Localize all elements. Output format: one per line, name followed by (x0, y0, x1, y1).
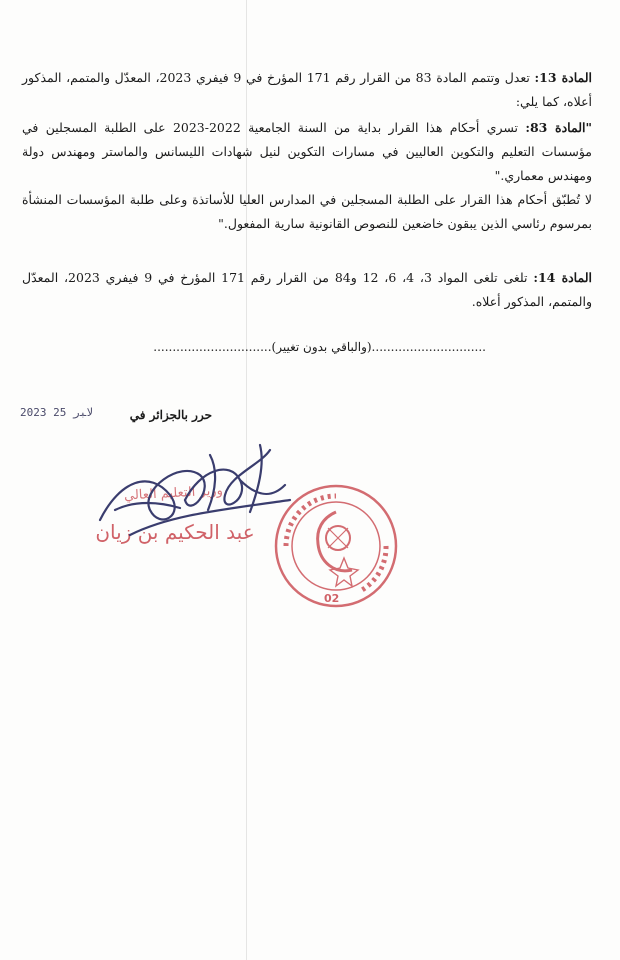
article-13-text: تعدل وتتمم المادة 83 من القرار رقم 171 المؤرخ في 9 فيفري 2023، المعدّل والمتمم، المذكور أعلاه، كما يلي: (22, 70, 592, 109)
article-83 (22, 116, 592, 236)
date-stamp: 2023 ﻻﺒﺭ 25 (20, 406, 93, 419)
article-14 (22, 266, 592, 314)
signing-place: حرر بالجزائر في (129, 408, 212, 422)
article-14-text: تلغى تلغى المواد 3، 4، 6، 12 و84 من القرار رقم 171 المؤرخ في 9 فيفري 2023، المعدّل والمتمم، المذكور أعلاه. (22, 270, 592, 309)
article-83-paragraph-2: لا تُطبّق أحكام هذا القرار على الطلبة المسجلين في المدارس العليا للأساتذة وعلى طلبة المؤسسات المنشأة بمرسوم رئاسي الذين يبقون خاضعين للنصوص القانونية سارية المفعول." (22, 192, 592, 231)
minister-title-stamp: وزير التعليم العالي (123, 483, 224, 504)
official-seal-stamp (272, 482, 400, 610)
signatory-name-stamp: عبد الحكيم بن زيان (95, 520, 255, 544)
article-14-label: المادة 14: (533, 270, 593, 285)
seal-number: 02 (324, 592, 340, 605)
remainder-unchanged-note: ..............................(والباقي بدون تغيير)............................... (153, 340, 486, 354)
handwritten-signature (90, 440, 300, 550)
article-83-label: "المادة 83: (525, 120, 592, 135)
article-83-text: تسري أحكام هذا القرار بداية من السنة الجامعية 2022-2023 على الطلبة المسجلين في مؤسسات التعليم والتكوين العاليين في مسارات التكوين لنيل شهادات الليسانس والماستر ومهندس دولة ومهندس معماري." (22, 120, 592, 183)
article-13-label: المادة 13: (534, 70, 593, 85)
article-83-paragraph-1 (22, 116, 592, 188)
article-13 (22, 66, 592, 114)
